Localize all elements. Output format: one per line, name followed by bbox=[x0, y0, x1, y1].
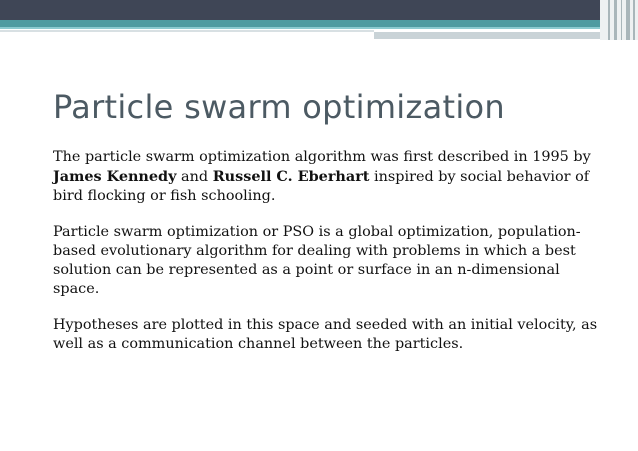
decor-line bbox=[608, 0, 610, 40]
text-span: The particle swarm optimization algorithm was first described in 1995 by bbox=[53, 149, 591, 165]
paragraph-definition: Particle swarm optimization or PSO is a global optimization, population-based evolutionary algorithm for dealing with problems in which a best solution can be represented as a point or surface in an n-dimensional space. bbox=[53, 224, 581, 297]
decor-line bbox=[614, 0, 617, 40]
decor-line bbox=[626, 0, 630, 40]
author-name: James Kennedy bbox=[53, 168, 177, 185]
header-banner bbox=[0, 0, 638, 22]
paragraph-hypotheses: Hypotheses are plotted in this space and seeded with an initial velocity, as well as a communication channel between the particles. bbox=[53, 317, 598, 352]
text-span: inspired by social behavior of bird flocking or fish schooling. bbox=[53, 169, 590, 204]
accent-stripe-thin bbox=[0, 27, 600, 29]
paragraph-history bbox=[53, 148, 609, 206]
slide-title: Particle swarm optimization bbox=[53, 88, 505, 126]
accent-bar-gray bbox=[374, 32, 600, 39]
decor-line bbox=[633, 0, 635, 40]
corner-decoration bbox=[600, 0, 638, 40]
text-span: and bbox=[176, 169, 213, 185]
divider-line bbox=[0, 30, 374, 32]
decor-line bbox=[621, 0, 622, 40]
slide-body bbox=[53, 148, 609, 371]
author-name: Russell C. Eberhart bbox=[212, 168, 370, 185]
accent-stripe bbox=[0, 20, 600, 27]
